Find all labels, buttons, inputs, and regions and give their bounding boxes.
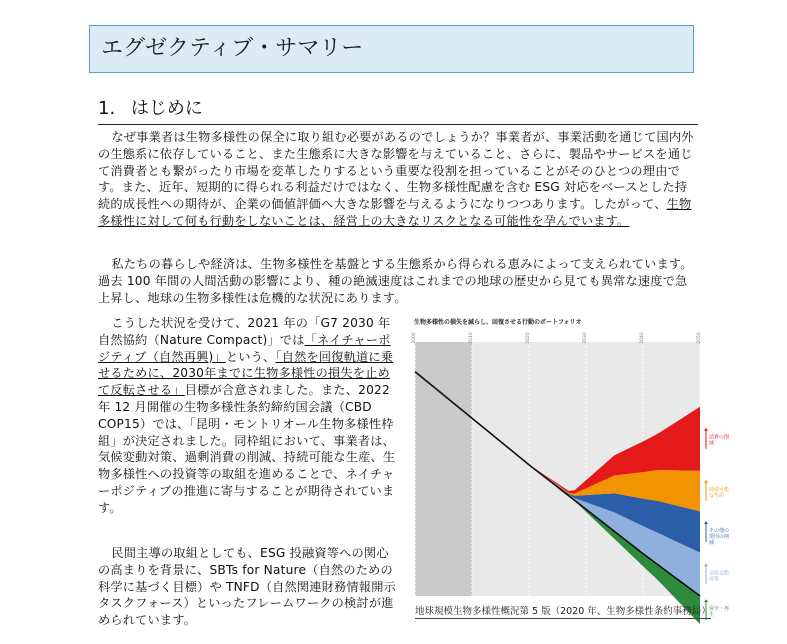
paragraph-np-text-3: 目標が合意されました。また、2022 年 12 月開催の生物多様性条約締約国会議（CBD COP15）では、「昆明・モントリオール生物多様性枠組」が決定されました。同枠組において、事業者は、気候変動対策、過剰消費の削減、持続可能な生産、生物多様性への投資等の取組を進めることで、ネイチャーポジティブの推進に寄与することが期待されています。 — [98, 383, 396, 515]
legend-arrowhead — [704, 480, 708, 483]
chart-title: 生物多様性の損失を減らし、回復させる行動のポートフォリオ — [414, 319, 582, 326]
paragraph-intro-underlined: 生物多様性に対して何も行動をしないことは、経営上の大きなリスクとなる可能性を孕んでいます。 — [98, 197, 692, 228]
paragraph-np-text-1: こうした状況を受けて、2021 年の「G7 2030 年自然協約（Nature Compact)」では — [98, 316, 391, 347]
paragraph-np-text-2: という、 — [225, 349, 276, 364]
section-number: 1. — [98, 98, 116, 119]
legend-arrowhead — [704, 563, 708, 566]
legend-label: その他の要因の削減 — [709, 527, 730, 546]
nature-positive-term: 「ネイチャーポジティブ（自然再興)」 — [98, 332, 391, 364]
x-tick-label: 2000 — [412, 332, 417, 344]
section-title: はじめに — [130, 98, 203, 119]
x-tick-label: 2010 — [469, 332, 474, 344]
biodiversity-figure — [407, 312, 730, 622]
paragraph-crisis — [98, 256, 696, 306]
paragraph-intro-text: なぜ事業者は生物多様性の保全に取り組む必要があるのでしょうか？事業者が、事業活動を通じて国内外の生態系に依存していること、また生態系に大きな影響を与えていること、さらに、製品やサービスを通じて消費者とも繋がったり市場を変革したりするという重要な役割を担っていることがそのひとつの理由です。また、近年、短期的に得られる利益だけではなく、生物多様性配慮を含む ESG 対応をベースとした持続的成長性への期待が、企業の価値評価へ大きな影響を与えるようになりつつあります。したがって、 — [98, 130, 694, 212]
paragraph-private-text: 民間主導の取組としても、ESG 投融資等への関心の高まりを背景に、SBTs for Nature（自然のための科学に基づく目標）や TNFD（自然関連財務情報開示タスクフォース）といったフレームワークの検討が進められています。 — [98, 546, 396, 628]
section-heading — [98, 97, 698, 125]
legend-label: 消費の削減 — [709, 434, 730, 447]
x-tick-label: 2050 — [697, 332, 702, 344]
legend-label: 保全・再生 — [709, 606, 730, 619]
legend-arrowhead — [704, 521, 708, 524]
legend-label: 気候変動対策 — [709, 570, 730, 583]
legend-arrowhead — [704, 428, 708, 431]
x-tick-label: 2040 — [640, 332, 645, 344]
nature-positive-goal: 「自然を回復軌道に乗せるために、2030年までに生物多様性の損失を止めて反転させる」 — [98, 349, 394, 398]
figure-caption: 地球規模生物多様性概況第 5 版（2020 年、生物多様性条約事務局） — [415, 603, 711, 619]
legend-label: 持続可能な生産 — [709, 487, 730, 500]
historical-shade — [415, 342, 472, 596]
x-tick-label: 2020 — [526, 332, 531, 344]
x-tick-label: 2030 — [583, 332, 588, 344]
paragraph-crisis-text: 私たちの暮らしや経済は、生物多様性を基盤とする生態系から得られる恵みによって支えられています。過去 100 年間の人間活動の影響により、種の絶滅速度はこれまでの地球の歴史から見ても異常な速度で急上昇し、地球の生物多様性は危機的な状況にあります。 — [98, 257, 693, 305]
paragraph-private-sector — [98, 545, 398, 629]
page-title: エグゼクティブ・サマリー — [89, 25, 694, 73]
paragraph-intro — [98, 129, 696, 230]
paragraph-nature-positive — [98, 315, 398, 517]
legend-arrowhead — [704, 599, 708, 602]
